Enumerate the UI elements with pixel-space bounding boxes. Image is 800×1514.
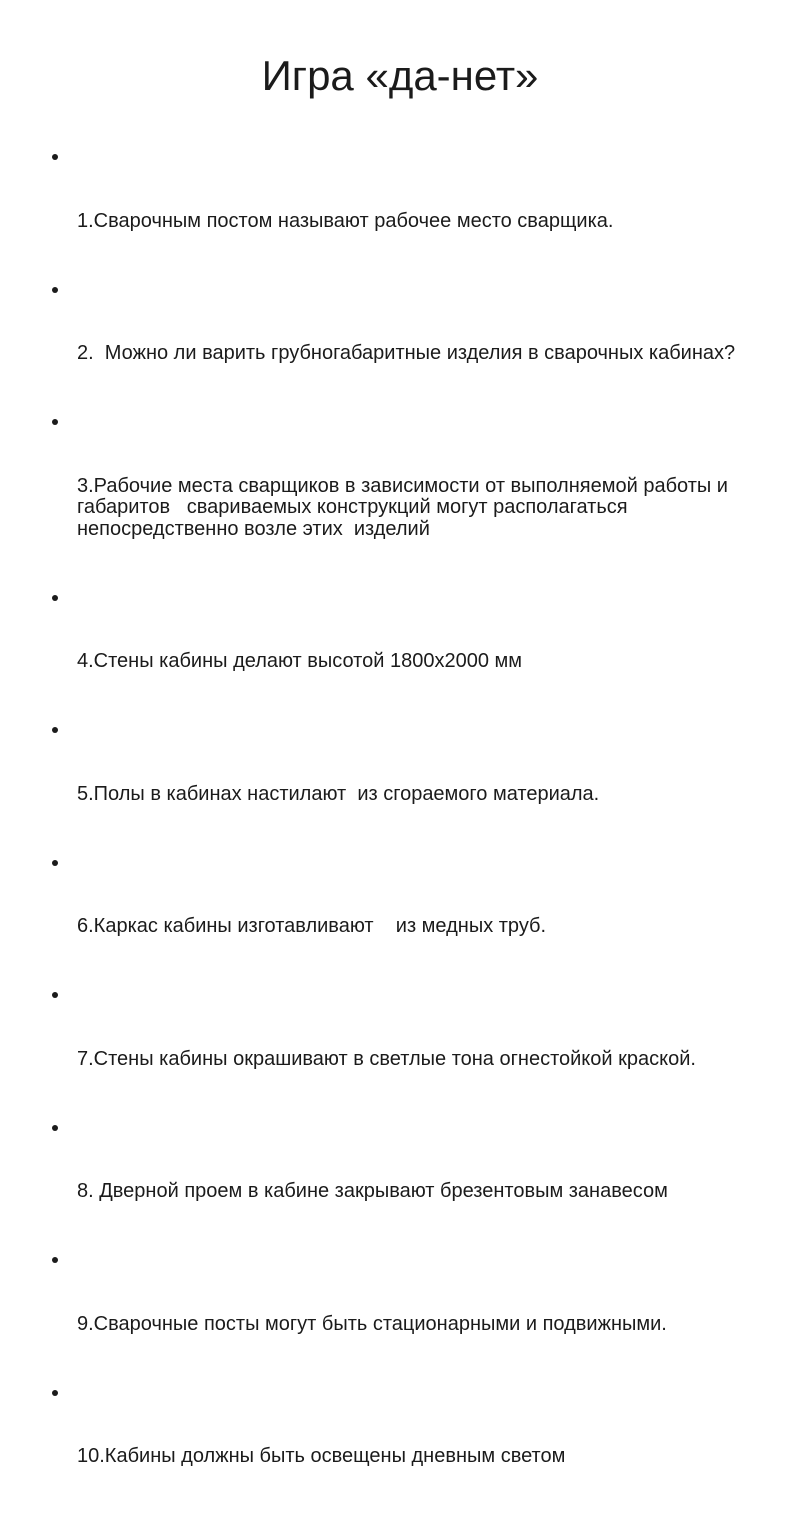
list-item-text: 5.Полы в кабинах настилают из сгораемого материала. [77,782,600,805]
list-item [52,852,752,981]
list-item-text: 7.Стены кабины окрашивают в светлые тона огнестойкой краской. [77,1047,696,1070]
list-item [52,411,752,583]
list-item [52,1249,752,1378]
list-item-text: 10.Кабины должны быть освещены дневным светом [77,1445,566,1467]
bullet-dot-icon [52,154,58,160]
bullet-dot-icon [52,1125,58,1131]
list-item [52,279,752,408]
list-item [52,1117,752,1246]
list-item [52,146,752,275]
list-item-text: 9.Сварочные посты могут быть стационарными и подвижными. [77,1312,667,1335]
list-item-text: 6.Каркас кабины изготавливают из медных труб. [77,915,547,937]
list-item-text: 4.Стены кабины делают высотой 1800х2000 мм [77,650,523,672]
list-item-text: 8. Дверной проем в кабине закрывают брезентовым занавесом [77,1180,668,1202]
list-item [52,1382,752,1511]
bullet-dot-icon [52,992,58,998]
list-item [52,587,752,716]
bullet-dot-icon [52,1257,58,1263]
bullet-dot-icon [52,287,58,293]
bullet-dot-icon [52,595,58,601]
bullet-list [52,146,752,1514]
list-item-text: 1.Сварочным постом называют рабочее место сварщика. [77,209,614,232]
bullet-dot-icon [52,419,58,425]
bullet-dot-icon [52,1390,58,1396]
list-item-text: 2. Можно ли варить грубногабаритные изделия в сварочных кабинах? [77,342,736,364]
bullet-dot-icon [52,860,58,866]
slide-title: Игра «да-нет» [261,52,539,99]
list-item [52,984,752,1113]
bullet-dot-icon [52,727,58,733]
list-item-text: 3.Рабочие места сварщиков в зависимости от выполняемой работы и габаритов свариваемых конструкций могут располагаться непосредственно возле этих изделий [77,474,734,540]
list-item [52,719,752,848]
